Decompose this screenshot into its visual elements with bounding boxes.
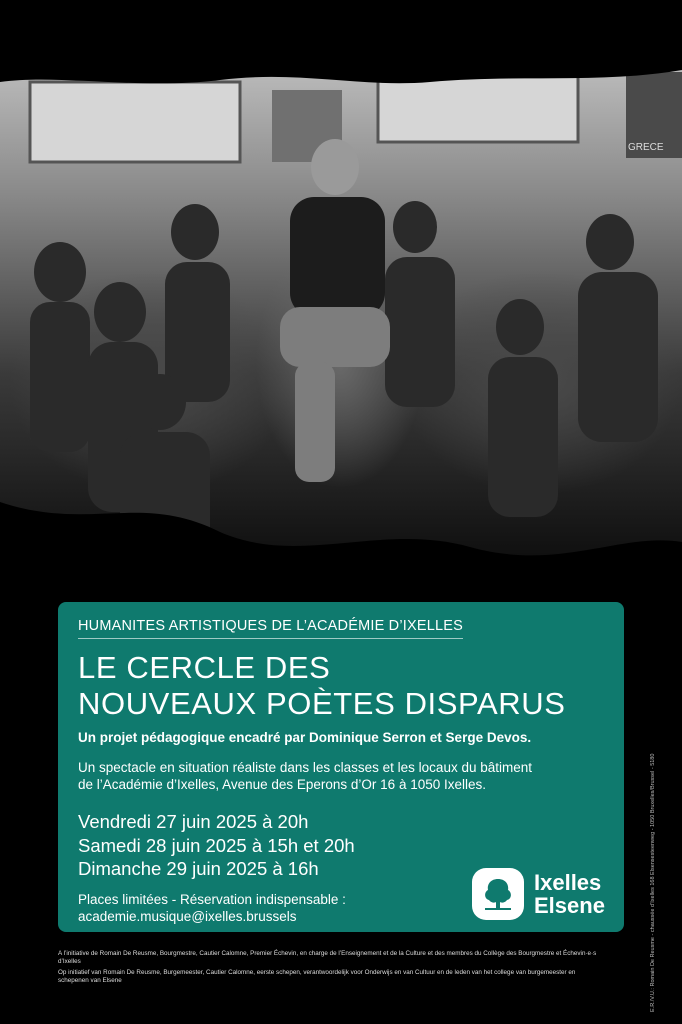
show-title [78, 650, 566, 722]
title-line-2: NOUVEAUX POÈTES DISPARUS [78, 686, 566, 721]
logo-line-2: Elsene [534, 893, 605, 918]
title-line-1: LE CERCLE DES [78, 650, 331, 685]
window-left [30, 82, 240, 162]
booking-email[interactable]: academie.musique@ixelles.brussels [78, 909, 297, 924]
info-panel [58, 602, 624, 932]
booking-note: Places limitées - Réservation indispensable : [78, 892, 346, 907]
group-photo [0, 62, 682, 582]
logo-wordmark [534, 871, 605, 917]
logo-line-1: Ixelles [534, 870, 602, 895]
date-saturday: Samedi 28 juin 2025 à 15h et 20h [78, 834, 355, 856]
ixelles-logo [472, 868, 605, 920]
date-friday: Vendredi 27 juin 2025 à 20h [78, 811, 309, 832]
legal-footer [58, 950, 598, 985]
desc-line-1: Un spectacle en situation réaliste dans les classes et les locaux du bâtiment [78, 760, 532, 775]
poster-text: GRECE [628, 142, 664, 153]
brush-stroke-top [0, 62, 682, 83]
tree-icon [472, 868, 524, 920]
project-subtitle: Un projet pédagogique encadré par Dominique Serron et Serge Devos. [78, 730, 532, 745]
footer-dutch: Op initiatief van Romain De Reusme, Burgemeester, Cautier Calomne, eerste schepen, verantwoordelijk voor Onderwijs en van Cultuur en de leden van het college van burgemeester en schepenen van Elsene [58, 969, 576, 984]
teacher-figure [280, 139, 390, 482]
desc-line-2: de l’Académie d’Ixelles, Avenue des Eperons d’Or 16 à 1050 Ixelles. [78, 777, 486, 792]
photo-illustration [0, 62, 682, 582]
performance-dates [78, 810, 355, 881]
publisher-vertical-note: E.R./V.U.: Romain De Reusme - chaussée d’Ixelles 168 Elsensesteenweg - 1050 Bruxelles/Brussel - 5180 [650, 753, 656, 1012]
show-description [78, 759, 578, 793]
program-kicker: HUMANITES ARTISTIQUES DE L’ACADÉMIE D’IXELLES [78, 618, 463, 639]
booking-info [78, 891, 346, 925]
date-sunday: Dimanche 29 juin 2025 à 16h [78, 858, 319, 879]
footer-french: A l’initiative de Romain De Reusme, Bourgmestre, Cautier Calomne, Premier Échevin, en charge de l’Enseignement et de la Culture et des membres du Collège des Bourgmestre et Échevin·e·s d’Ixelles [58, 950, 597, 965]
brush-stroke-bottom [0, 502, 682, 582]
